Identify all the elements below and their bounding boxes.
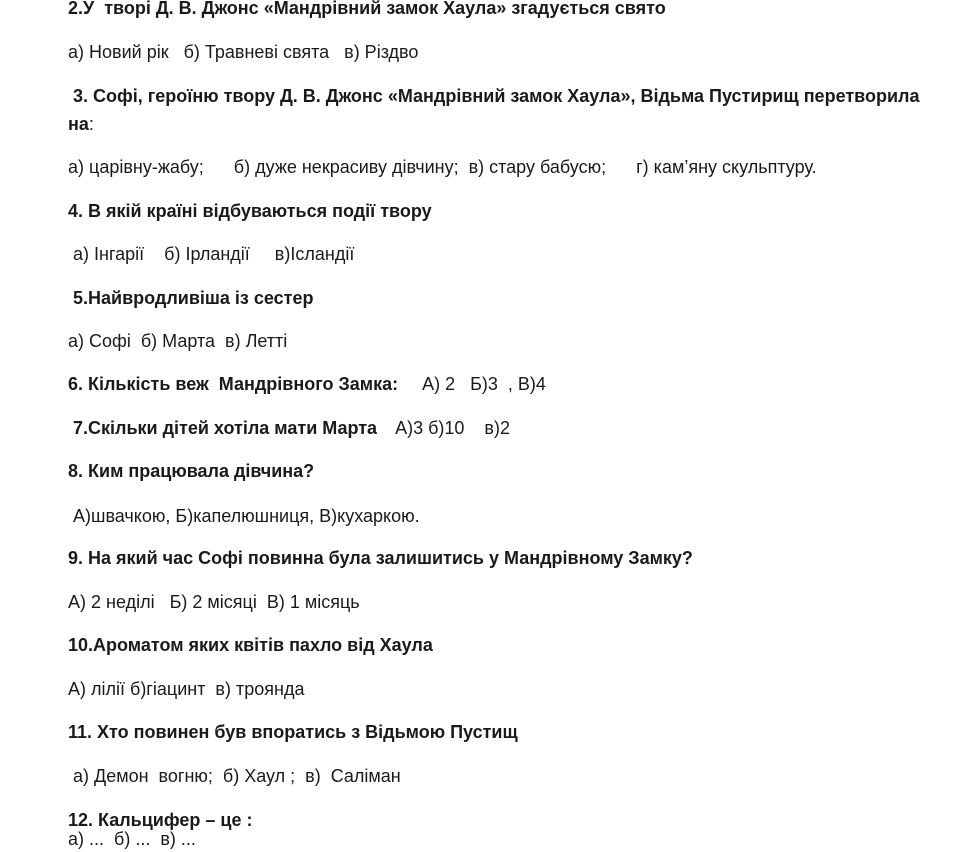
- question-3-answers: а) царівну-жабу; б) дуже некрасиву дівчину; в) стару бабусю; г) кам’яну скульптуру.: [68, 157, 817, 177]
- question-9-title: 9. На який час Софі повинна була залишитись у Мандрівному Замку?: [68, 548, 693, 568]
- question-12-answers-cut-off: а) ... б) ... в) ...: [68, 829, 196, 849]
- question-7-title: 7.Скільки дітей хотіла мати Марта: [73, 418, 378, 438]
- question-3-title: 3. Софі, героїню твору Д. В. Джонс «Мандрівний замок Хаула», Відьма Пустирищ перетворила: [73, 86, 920, 106]
- question-6-answers: А) 2 Б)3 , В)4: [422, 374, 546, 394]
- question-3-title-cont: на:: [68, 114, 94, 134]
- question-12-title: 12. Кальцифер – це :: [68, 810, 253, 830]
- question-8-answers: А)швачкою, Б)капелюшниця, В)кухаркою.: [73, 506, 420, 526]
- question-6-title: 6. Кількість веж Мандрівного Замка:: [68, 374, 399, 394]
- question-10-title: 10.Ароматом яких квітів пахло від Хаула: [68, 635, 433, 655]
- question-11-title: 11. Хто повинен був впоратись з Відьмою Пустищ: [68, 722, 518, 742]
- question-4-title: 4. В якій країні відбуваються події твору: [68, 201, 432, 221]
- question-5-answers: а) Софі б) Марта в) Летті: [68, 331, 288, 351]
- question-2-title: 2.У творі Д. В. Джонс «Мандрівний замок Хаула» згадується свято: [68, 0, 666, 18]
- question-2-answers: а) Новий рік б) Травневі свята в) Різдво: [68, 42, 419, 62]
- question-6: [68, 373, 546, 395]
- question-5-title: 5.Найвродливіша із сестер: [73, 288, 314, 308]
- question-10-answers: А) лілії б)гіацинт в) троянда: [68, 679, 305, 699]
- question-7-answers: А)3 б)10 в)2: [395, 418, 510, 438]
- question-4-answers: а) Інгарії б) Ірландії в)Ісландії: [73, 244, 355, 264]
- question-8-title: 8. Ким працювала дівчина?: [68, 461, 315, 481]
- question-11-answers: а) Демон вогню; б) Хаул ; в) Саліман: [73, 766, 401, 786]
- question-7: [73, 417, 510, 439]
- question-9-answers: А) 2 неділі Б) 2 місяці В) 1 місяць: [68, 592, 360, 612]
